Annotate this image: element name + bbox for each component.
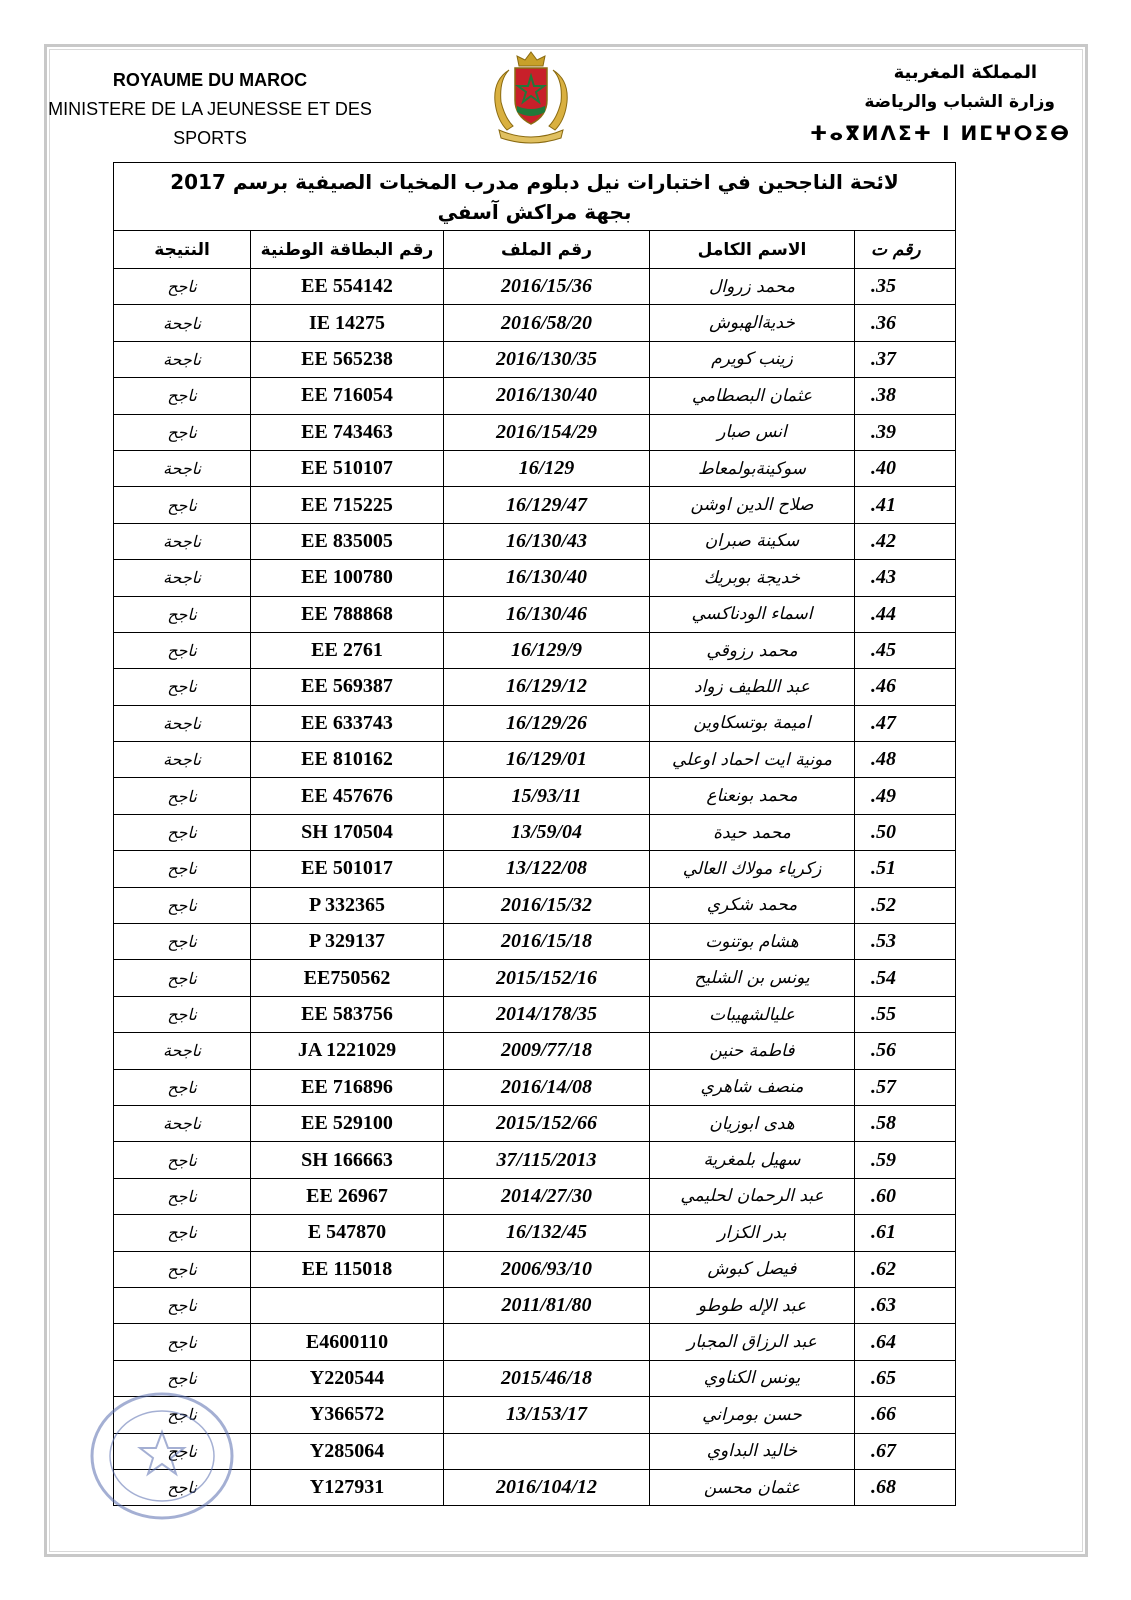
cell-row-number: .36 (855, 305, 956, 341)
cell-row-number: .64 (855, 1324, 956, 1360)
cell-full-name: سهيل بلمغرية (650, 1142, 855, 1178)
table-title (114, 163, 956, 231)
table-row (114, 1178, 956, 1214)
cell-file-number: 16/130/43 (444, 523, 650, 559)
cell-row-number: .40 (855, 450, 956, 486)
table-row (114, 851, 956, 887)
cell-national-id (251, 1287, 444, 1323)
official-stamp-icon (82, 1386, 242, 1526)
cell-file-number: 16/129/01 (444, 742, 650, 778)
table-row (114, 305, 956, 341)
cell-full-name: منصف شاهري (650, 1069, 855, 1105)
cell-result: ناجح (114, 632, 251, 668)
cell-result: ناجحة (114, 1033, 251, 1069)
col-header-num: رقم ت (855, 231, 956, 269)
table-row (114, 924, 956, 960)
cell-result: ناجح (114, 1069, 251, 1105)
cell-row-number: .37 (855, 341, 956, 377)
cell-national-id: EE 554142 (251, 269, 444, 305)
table-row (114, 887, 956, 923)
results-table (113, 162, 956, 1506)
cell-file-number: 2016/15/36 (444, 269, 650, 305)
ar-kingdom-line: المملكة المغربية (893, 62, 1037, 83)
cell-full-name: محمد زروال (650, 269, 855, 305)
table-row (114, 814, 956, 850)
cell-result: ناجح (114, 1433, 251, 1469)
cell-full-name: هدى ابوزيان (650, 1105, 855, 1141)
cell-row-number: .46 (855, 669, 956, 705)
cell-file-number: 2014/178/35 (444, 996, 650, 1032)
cell-national-id: EE 835005 (251, 523, 444, 559)
arabic-header (771, 58, 1071, 150)
cell-row-number: .47 (855, 705, 956, 741)
cell-national-id: P 329137 (251, 924, 444, 960)
cell-row-number: .56 (855, 1033, 956, 1069)
cell-result: ناجحة (114, 1105, 251, 1141)
cell-file-number: 16/129/26 (444, 705, 650, 741)
cell-result: ناجحة (114, 560, 251, 596)
ar-ministry-line: وزارة الشباب والرياضة (864, 92, 1055, 112)
cell-full-name: مونية ايت احماد اوعلي (650, 742, 855, 778)
cell-full-name: خاليد البداوي (650, 1433, 855, 1469)
cell-row-number: .42 (855, 523, 956, 559)
cell-file-number: 2011/81/80 (444, 1287, 650, 1323)
cell-national-id: EE 716054 (251, 378, 444, 414)
cell-result: ناجح (114, 778, 251, 814)
table-header-row (114, 231, 956, 269)
cell-result: ناجح (114, 669, 251, 705)
cell-national-id: EE 633743 (251, 705, 444, 741)
cell-full-name: بدر الكزار (650, 1215, 855, 1251)
cell-national-id: Y220544 (251, 1360, 444, 1396)
table-row (114, 778, 956, 814)
cell-file-number: 15/93/11 (444, 778, 650, 814)
cell-file-number: 16/130/46 (444, 596, 650, 632)
table-row (114, 450, 956, 486)
cell-row-number: .39 (855, 414, 956, 450)
cell-national-id: P 332365 (251, 887, 444, 923)
cell-row-number: .49 (855, 778, 956, 814)
cell-file-number: 2015/152/16 (444, 960, 650, 996)
cell-row-number: .50 (855, 814, 956, 850)
cell-file-number: 2015/46/18 (444, 1360, 650, 1396)
cell-row-number: .62 (855, 1251, 956, 1287)
table-row (114, 1142, 956, 1178)
cell-result: ناجح (114, 960, 251, 996)
cell-result: ناجح (114, 487, 251, 523)
cell-full-name: عثمان البصطامي (650, 378, 855, 414)
cell-row-number: .51 (855, 851, 956, 887)
cell-full-name: عبد الرزاق المجبار (650, 1324, 855, 1360)
cell-row-number: .43 (855, 560, 956, 596)
cell-result: ناجح (114, 1142, 251, 1178)
cell-national-id: Y285064 (251, 1433, 444, 1469)
cell-file-number: 13/153/17 (444, 1397, 650, 1433)
table-row (114, 487, 956, 523)
cell-file-number: 16/130/40 (444, 560, 650, 596)
cell-file-number: 16/132/45 (444, 1215, 650, 1251)
table-row (114, 269, 956, 305)
cell-result: ناجح (114, 1178, 251, 1214)
table-row (114, 341, 956, 377)
cell-result: ناجح (114, 414, 251, 450)
col-header-file: رقم الملف (444, 231, 650, 269)
cell-file-number: 16/129/47 (444, 487, 650, 523)
cell-national-id: JA 1221029 (251, 1033, 444, 1069)
cell-national-id: EE 565238 (251, 341, 444, 377)
cell-national-id: E 547870 (251, 1215, 444, 1251)
table-row (114, 742, 956, 778)
cell-national-id: EE 810162 (251, 742, 444, 778)
cell-row-number: .66 (855, 1397, 956, 1433)
table-row (114, 560, 956, 596)
cell-full-name: فاطمة حنين (650, 1033, 855, 1069)
fr-ministry-line: MINISTERE DE LA JEUNESSE ET DES (48, 99, 372, 119)
cell-full-name: خديةالهبوش (650, 305, 855, 341)
col-header-result: النتيجة (114, 231, 251, 269)
table-row (114, 705, 956, 741)
tifinagh-line: ⵜⴰⴳⵍⴷⵉⵜ ⵏ ⵍⵎⵖⵔⵉⴱ (809, 121, 1071, 145)
cell-national-id: EE 529100 (251, 1105, 444, 1141)
cell-result: ناجح (114, 1215, 251, 1251)
cell-national-id: EE 115018 (251, 1251, 444, 1287)
cell-row-number: .68 (855, 1469, 956, 1505)
cell-result: ناجحة (114, 742, 251, 778)
table-row (114, 1251, 956, 1287)
cell-result: ناجح (114, 814, 251, 850)
cell-full-name: عثمان محسن (650, 1469, 855, 1505)
cell-full-name: انس صبار (650, 414, 855, 450)
cell-full-name: حسن بومراني (650, 1397, 855, 1433)
cell-full-name: فيصل كبوش (650, 1251, 855, 1287)
cell-file-number: 2016/104/12 (444, 1469, 650, 1505)
table-title-line1: لائحة الناجحين في اختبارات نيل دبلوم مدرب المخيات الصيفية برسم 2017 (170, 169, 899, 194)
cell-row-number: .55 (855, 996, 956, 1032)
cell-row-number: .67 (855, 1433, 956, 1469)
cell-row-number: .54 (855, 960, 956, 996)
cell-full-name: عليالشهيبات (650, 996, 855, 1032)
cell-national-id: EE 26967 (251, 1178, 444, 1214)
cell-result: ناجح (114, 887, 251, 923)
cell-full-name: خديجة بوبريك (650, 560, 855, 596)
cell-result: ناجح (114, 596, 251, 632)
table-row (114, 632, 956, 668)
cell-national-id: EE 2761 (251, 632, 444, 668)
cell-national-id: EE 788868 (251, 596, 444, 632)
cell-result: ناجح (114, 1360, 251, 1396)
cell-national-id: IE 14275 (251, 305, 444, 341)
cell-national-id: EE 501017 (251, 851, 444, 887)
table-row (114, 1069, 956, 1105)
table-row (114, 596, 956, 632)
french-header (48, 66, 372, 153)
cell-full-name: صلاح الدين اوشن (650, 487, 855, 523)
cell-result: ناجح (114, 1469, 251, 1505)
cell-row-number: .38 (855, 378, 956, 414)
cell-national-id: Y127931 (251, 1469, 444, 1505)
cell-full-name: زكرياء مولاك العالي (650, 851, 855, 887)
cell-result: ناجحة (114, 523, 251, 559)
table-row (114, 1287, 956, 1323)
cell-file-number: 13/59/04 (444, 814, 650, 850)
cell-full-name: محمد شكري (650, 887, 855, 923)
cell-file-number: 2016/15/18 (444, 924, 650, 960)
table-row (114, 378, 956, 414)
cell-row-number: .59 (855, 1142, 956, 1178)
table-body (114, 269, 956, 1506)
col-header-name: الاسم الكامل (650, 231, 855, 269)
cell-full-name: يونس بن الشليح (650, 960, 855, 996)
table-title-line2: بجهة مراكش آسفي (437, 199, 632, 224)
cell-full-name: يونس الكناوي (650, 1360, 855, 1396)
cell-result: ناجح (114, 1287, 251, 1323)
cell-file-number: 2009/77/18 (444, 1033, 650, 1069)
cell-file-number (444, 1433, 650, 1469)
cell-result: ناجح (114, 378, 251, 414)
cell-full-name: عبد اللطيف زواد (650, 669, 855, 705)
cell-national-id: EE 569387 (251, 669, 444, 705)
cell-row-number: .57 (855, 1069, 956, 1105)
cell-result: ناجحة (114, 705, 251, 741)
cell-national-id: EE 716896 (251, 1069, 444, 1105)
cell-file-number (444, 1324, 650, 1360)
cell-file-number: 2016/14/08 (444, 1069, 650, 1105)
table-row (114, 996, 956, 1032)
fr-sports-line: SPORTS (173, 128, 247, 148)
cell-national-id: EE750562 (251, 960, 444, 996)
table-row (114, 1215, 956, 1251)
cell-row-number: .35 (855, 269, 956, 305)
coat-of-arms-icon (487, 50, 575, 144)
table-row (114, 1105, 956, 1141)
cell-file-number: 2016/130/40 (444, 378, 650, 414)
cell-national-id: Y366572 (251, 1397, 444, 1433)
cell-file-number: 2016/154/29 (444, 414, 650, 450)
cell-national-id: EE 457676 (251, 778, 444, 814)
cell-file-number: 16/129/12 (444, 669, 650, 705)
cell-full-name: اسماء الودناكسي (650, 596, 855, 632)
cell-full-name: اميمة بوتسكاوين (650, 705, 855, 741)
cell-result: ناجحة (114, 305, 251, 341)
cell-result: ناجح (114, 924, 251, 960)
cell-row-number: .63 (855, 1287, 956, 1323)
table-row (114, 523, 956, 559)
cell-row-number: .52 (855, 887, 956, 923)
cell-file-number: 2015/152/66 (444, 1105, 650, 1141)
cell-result: ناجحة (114, 450, 251, 486)
table-row (114, 669, 956, 705)
cell-row-number: .41 (855, 487, 956, 523)
cell-full-name: هشام بوتنوت (650, 924, 855, 960)
cell-national-id: EE 100780 (251, 560, 444, 596)
cell-file-number: 2014/27/30 (444, 1178, 650, 1214)
cell-result: ناجح (114, 851, 251, 887)
cell-full-name: محمد حيدة (650, 814, 855, 850)
cell-file-number: 2006/93/10 (444, 1251, 650, 1287)
cell-file-number: 2016/15/32 (444, 887, 650, 923)
cell-file-number: 2016/130/35 (444, 341, 650, 377)
cell-row-number: .44 (855, 596, 956, 632)
cell-file-number: 2016/58/20 (444, 305, 650, 341)
table-row (114, 1033, 956, 1069)
cell-result: ناجح (114, 1324, 251, 1360)
cell-full-name: عبد الإله طوطو (650, 1287, 855, 1323)
cell-result: ناجح (114, 1397, 251, 1433)
cell-full-name: محمد رزوقي (650, 632, 855, 668)
cell-row-number: .48 (855, 742, 956, 778)
cell-row-number: .65 (855, 1360, 956, 1396)
cell-result: ناجحة (114, 341, 251, 377)
cell-national-id: E4600110 (251, 1324, 444, 1360)
cell-result: ناجح (114, 996, 251, 1032)
table-row (114, 960, 956, 996)
cell-full-name: عبد الرحمان لحليمي (650, 1178, 855, 1214)
cell-row-number: .58 (855, 1105, 956, 1141)
cell-result: ناجح (114, 1251, 251, 1287)
cell-row-number: .53 (855, 924, 956, 960)
cell-national-id: EE 743463 (251, 414, 444, 450)
cell-national-id: EE 583756 (251, 996, 444, 1032)
cell-full-name: سوكينةبولمعاط (650, 450, 855, 486)
table-row (114, 414, 956, 450)
col-header-id: رقم البطاقة الوطنية (251, 231, 444, 269)
cell-row-number: .45 (855, 632, 956, 668)
fr-kingdom-line: ROYAUME DU MAROC (112, 70, 308, 90)
cell-full-name: محمد بونعناع (650, 778, 855, 814)
cell-result: ناجح (114, 269, 251, 305)
cell-full-name: زينب كويرم (650, 341, 855, 377)
cell-file-number: 13/122/08 (444, 851, 650, 887)
cell-row-number: .60 (855, 1178, 956, 1214)
cell-national-id: EE 510107 (251, 450, 444, 486)
cell-file-number: 16/129/9 (444, 632, 650, 668)
cell-full-name: سكينة صبران (650, 523, 855, 559)
cell-file-number: 16/129 (444, 450, 650, 486)
cell-file-number: 37/115/2013 (444, 1142, 650, 1178)
cell-national-id: EE 715225 (251, 487, 444, 523)
cell-national-id: SH 170504 (251, 814, 444, 850)
table-row (114, 1324, 956, 1360)
cell-national-id: SH 166663 (251, 1142, 444, 1178)
cell-row-number: .61 (855, 1215, 956, 1251)
